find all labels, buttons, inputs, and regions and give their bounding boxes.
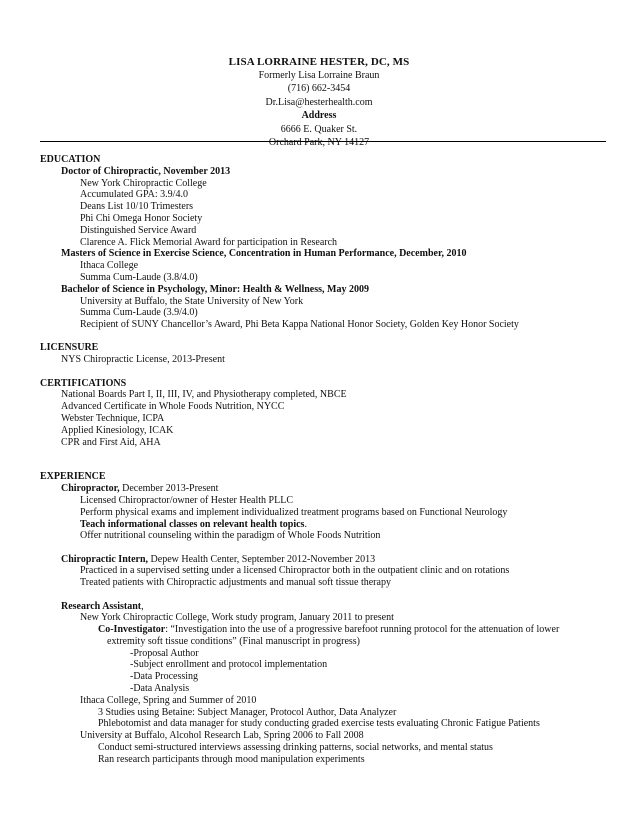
list-item: NYS Chiropractic License, 2013-Present: [61, 354, 225, 366]
certifications-heading: CERTIFICATIONS: [40, 377, 127, 389]
list-item: New York Chiropractic College, Work study program, January 2011 to present: [80, 612, 394, 624]
job-dates: December 2013-Present: [119, 483, 219, 495]
experience-heading: EXPERIENCE: [40, 471, 106, 483]
list-item: -Data Processing: [130, 671, 199, 683]
list-item: -Proposal Author: [130, 647, 199, 659]
email-address: Dr.Lisa@hesterhealth.com: [265, 96, 373, 108]
list-item: National Boards Part I, II, III, IV, and Physiotherapy completed, NBCE: [61, 389, 347, 401]
list-item: Licensed Chiropractor/owner of Hester Health PLLC: [80, 494, 293, 506]
degree-bs: Bachelor of Science in Psychology, Minor: Health & Wellness, May 2009: [61, 283, 369, 295]
list-item: 3 Studies using Betaine: Subject Manager, Protocol Author, Data Analyzer: [98, 706, 397, 718]
list-item: New York Chiropractic College: [80, 177, 207, 189]
job-title: Research Assistant: [61, 600, 142, 612]
list-item: University at Buffalo, the State University of New York: [80, 295, 304, 307]
street-address: 6666 E. Quaker St.: [280, 123, 358, 135]
list-item: Phlebotomist and data manager for study conducting graded exercise tests evaluating Chronic Fatigue Patients: [98, 718, 540, 730]
list-item: Offer nutritional counseling within the paradigm of Whole Foods Nutrition: [80, 530, 381, 542]
resume-body: [40, 154, 620, 766]
city-state-zip: Orchard Park, NY 14127: [268, 137, 370, 149]
list-item: Ran research participants through mood manipulation experiments: [98, 753, 365, 765]
list-item: Practiced in a supervised setting under a licensed Chiropractor both in the outpatient clinic and on rotations: [80, 565, 510, 577]
education-heading: EDUCATION: [40, 154, 101, 165]
co-investigator-label: Co-Investigator: [98, 624, 166, 636]
header-divider: [40, 141, 606, 142]
list-item: Clarence A. Flick Memorial Award for participation in Research: [80, 236, 338, 248]
resume-header: [0, 55, 638, 149]
list-item: [40, 519, 620, 531]
list-item: Phi Chi Omega Honor Society: [80, 212, 203, 224]
job-research-assistant: [40, 601, 620, 613]
job-chiropractor: [40, 483, 620, 495]
bold-duty: Teach informational classes on relevant health topics: [80, 518, 305, 530]
list-item: Deans List 10/10 Trimesters: [80, 201, 194, 213]
duty-period: .: [304, 518, 307, 530]
list-item: Recipient of SUNY Chancellor’s Award, Phi Beta Kappa National Honor Society, Golden Key Honor Society: [80, 319, 519, 331]
list-item: Perform physical exams and implement individualized treatment programs based on Functional Neurology: [80, 506, 508, 518]
list-item: Webster Technique, ICPA: [61, 412, 165, 424]
licensure-heading: LICENSURE: [40, 342, 99, 354]
list-item: CPR and First Aid, AHA: [61, 436, 161, 448]
job-dates: Depew Health Center, September 2012-November 2013: [148, 553, 376, 565]
job-title: Chiropractic Intern,: [61, 553, 149, 565]
list-item: Summa Cum-Laude (3.9/4.0): [80, 307, 198, 319]
list-item: -Data Analysis: [130, 683, 190, 695]
candidate-name: LISA LORRAINE HESTER, DC, MS: [228, 56, 410, 68]
list-item: Ithaca College: [80, 260, 139, 272]
phone-number: (716) 662-3454: [287, 83, 351, 95]
list-item: Conduct semi-structured interviews assessing drinking patterns, social networks, and mental status: [98, 742, 493, 754]
list-item: Distinguished Service Award: [80, 224, 197, 236]
former-name: Formerly Lisa Lorraine Braun: [258, 70, 380, 81]
job-intern: [40, 554, 620, 566]
co-investigator-line: [40, 624, 620, 636]
list-item: Summa Cum-Laude (3.8/4.0): [80, 271, 198, 283]
list-item: -Subject enrollment and protocol implementation: [130, 659, 328, 671]
co-investigator-text: : “Investigation into the use of a progressive barefoot running protocol for the attenuation of lower: [165, 624, 560, 636]
degree-dc: Doctor of Chiropractic, November 2013: [61, 165, 231, 177]
list-item: Applied Kinesiology, ICAK: [61, 424, 174, 436]
title-comma: ,: [141, 600, 144, 612]
co-investigator-continuation: extremity soft tissue conditions” (Final manuscript in progress): [107, 635, 361, 647]
job-title: Chiropractor,: [61, 483, 120, 495]
list-item: Treated patients with Chiropractic adjustments and manual soft tissue therapy: [80, 577, 391, 589]
degree-ms: Masters of Science in Exercise Science, Concentration in Human Performance, December, 2010: [61, 248, 467, 260]
address-label: Address: [301, 110, 337, 122]
list-item: Accumulated GPA: 3.9/4.0: [80, 189, 188, 201]
list-item: Ithaca College, Spring and Summer of 2010: [80, 694, 257, 706]
list-item: University at Buffalo, Alcohol Research Lab, Spring 2006 to Fall 2008: [80, 730, 364, 742]
list-item: Advanced Certificate in Whole Foods Nutrition, NYCC: [61, 401, 285, 413]
